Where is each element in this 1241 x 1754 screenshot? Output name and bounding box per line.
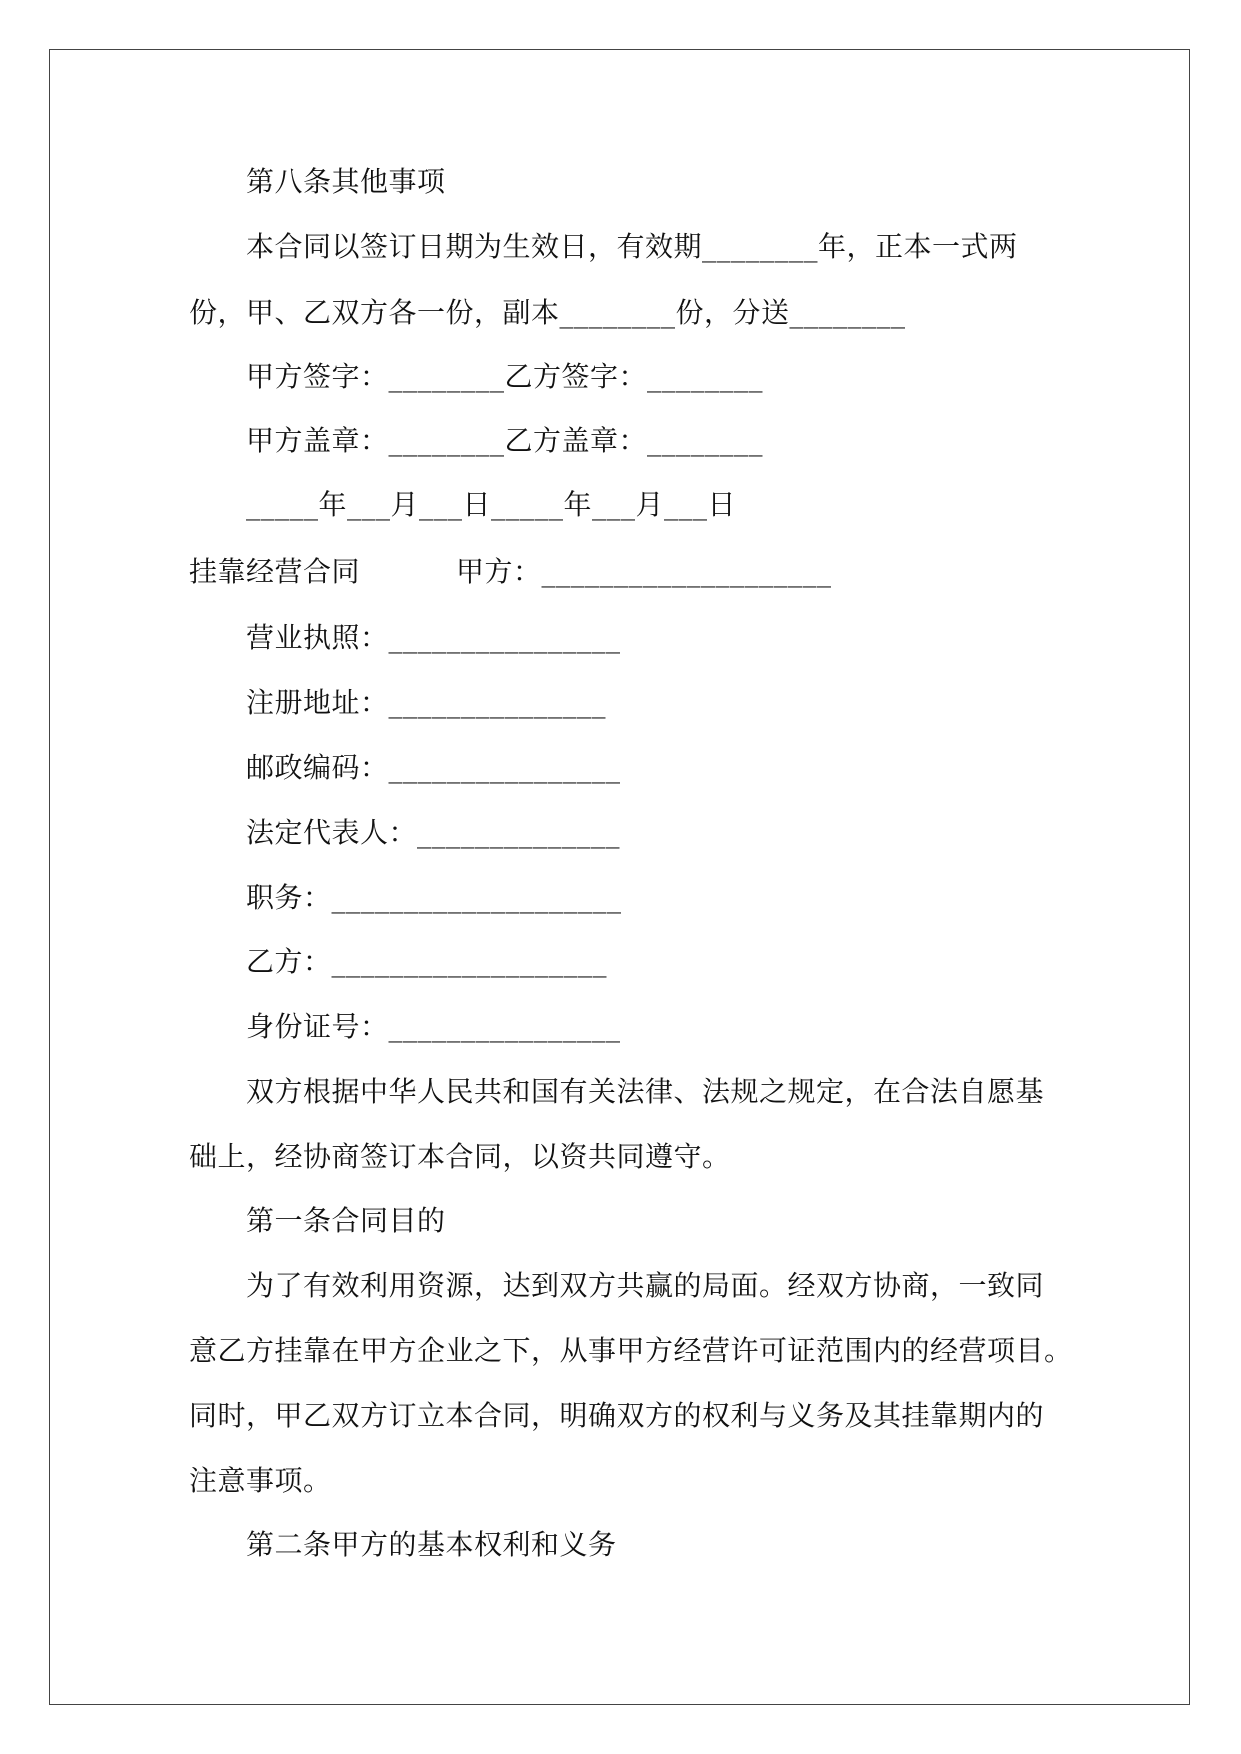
- signature-line: 甲方签字：________乙方签字：________: [246, 360, 764, 393]
- article-1-line-4: 注意事项。: [189, 1464, 332, 1497]
- contract-title-row: [189, 554, 832, 590]
- article-1-line-3: 同时，甲乙双方订立本合同，明确双方的权利与义务及其挂靠期内的: [189, 1399, 1045, 1432]
- article-8-heading: 第八条其他事项: [246, 165, 446, 198]
- id-number-field: 身份证号：________________: [246, 1010, 621, 1043]
- article-1-line-2: 意乙方挂靠在甲方企业之下，从事甲方经营许可证范围内的经营项目。: [189, 1334, 1073, 1367]
- party-b-field: 乙方：___________________: [246, 945, 608, 978]
- date-line: _____年___月___日_____年___月___日: [246, 488, 737, 521]
- contract-title: 挂靠经营合同: [189, 555, 361, 588]
- article-1-heading: 第一条合同目的: [246, 1204, 446, 1237]
- article-2-heading: 第二条甲方的基本权利和义务: [246, 1528, 617, 1561]
- position-field: 职务：____________________: [246, 881, 622, 914]
- postal-code-field: 邮政编码：________________: [246, 751, 621, 784]
- preamble-line-2: 础上，经协商签订本合同，以资共同遵守。: [189, 1140, 731, 1173]
- validity-paragraph-line-2: 份，甲、乙双方各一份，副本________份，分送________: [189, 296, 906, 329]
- registered-address-field: 注册地址：_______________: [246, 686, 607, 719]
- preamble-line-1: 双方根据中华人民共和国有关法律、法规之规定，在合法自愿基: [246, 1075, 1045, 1108]
- validity-paragraph-line-1: 本合同以签订日期为生效日，有效期________年，正本一式两: [246, 230, 1018, 263]
- article-1-line-1: 为了有效利用资源，达到双方共赢的局面。经双方协商，一致同: [246, 1269, 1045, 1302]
- business-license-field: 营业执照：________________: [246, 621, 621, 654]
- seal-line: 甲方盖章：________乙方盖章：________: [246, 424, 764, 457]
- legal-representative-field: 法定代表人：______________: [246, 816, 621, 849]
- party-a-field: 甲方：____________________: [456, 555, 832, 588]
